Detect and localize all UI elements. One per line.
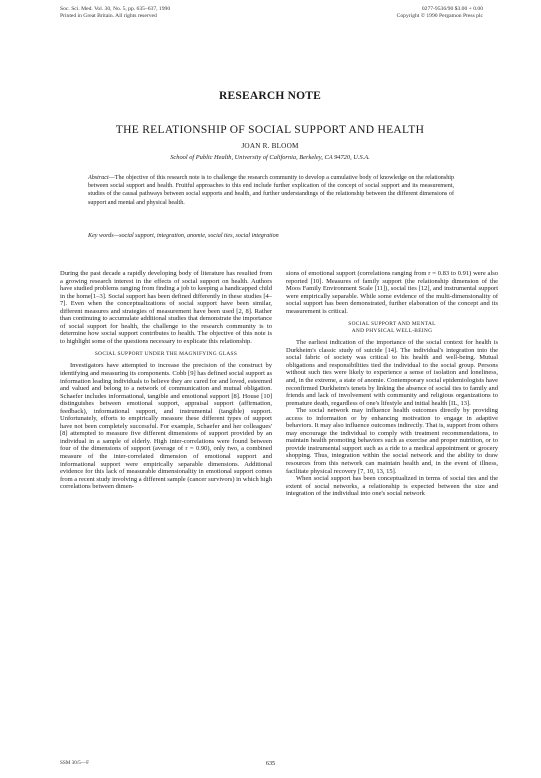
continued-paragraph: sions of emotional support (correlations ranging from r = 0.83 to 0.91) were also reported [10]. Measures of family support (the relationship dimension of the Moos Family Environment Scale [11]), social ties [12], and instrumental support were empirically separable. While some evidence of the multi-dimensionality of social support has been demonstrated, further elaboration of the concept and its measurement is critical. bbox=[286, 270, 498, 315]
journal-citation-header bbox=[60, 6, 170, 20]
section-heading-mental-physical bbox=[286, 321, 498, 335]
issn-price-line: 0277-9536/90 $3.00 + 0.00 bbox=[421, 6, 483, 12]
section-heading-line-1: SOCIAL SUPPORT AND MENTAL bbox=[348, 321, 436, 328]
body-paragraph: When social support has been conceptualized in terms of social ties and the extent of social networks, a relationship is expected between the size and integration of the individual into one's social network bbox=[286, 475, 498, 498]
abstract-label: Abstract bbox=[88, 175, 109, 181]
keywords bbox=[88, 232, 454, 240]
left-column bbox=[60, 270, 272, 491]
abstract-text: —The objective of this research note is to challenge the research community to develop a cumulative body of knowledge on the relationship between social support and health. Fruitful approaches to this end include further explication of the concept of social support and its measurement, studies of the causal pathways between social supports and health, and further understandings of the relationship between the different dimensions of support and mental and physical health. bbox=[88, 175, 454, 206]
article-type-heading: RESEARCH NOTE bbox=[219, 90, 321, 102]
section-heading-line-2: AND PHYSICAL WELL-BEING bbox=[351, 328, 433, 335]
body-paragraph: Investigators have attempted to increase the precision of the construct by identifying and measuring its components. Cobb [9] has defined social support as information leading individuals to believe they are cared for and loved, esteemed and valued and belong to a network of communication and mutual obligation. Schaefer includes informational, tangible and emotional support [8]. House [10] distinguishes between emotional support, appraisal support (affirmation, feedback), informational support, and instrumental (tangible) support. Unfortunately, efforts to empirically measure these different types of support have not been completely successful. For example, Schaefer and her colleagues' [8] attempted to measure five different dimensions of support provided by an individual in a sample of elderly. High inter-correlations were found between four of the dimensions of support (average of r = 0.90), only two, a combined measure of the inter-correlated dimension of emotional support and informational support were empirically separable dimensions. Additional evidence for this lack of measurable dimensionality in emotional support comes from a recent study involving a different sample (cancer survivors) in which high correlations between dimen- bbox=[60, 362, 272, 491]
right-column bbox=[286, 270, 498, 498]
section-heading-magnifying-glass: SOCIAL SUPPORT UNDER THE MAGNIFYING GLASS bbox=[94, 351, 238, 358]
keywords-label: Key words bbox=[88, 233, 114, 239]
author-affiliation: School of Public Health, University of California, Berkeley, CA 94720, U.S.A. bbox=[170, 154, 370, 161]
article-title: THE RELATIONSHIP OF SOCIAL SUPPORT AND HEALTH bbox=[115, 124, 425, 136]
intro-paragraph: During the past decade a rapidly developing body of literature has resulted from a growing research interest in the effects of social support on health. Authors have studied problems ranging from finding a job to keeping a handicapped child in the home[1–3]. Social support has been defined differently in these studies [4–7]. Even when the conceptualizations of social support have been similar, different measures and strategies of measurement have been used [2, 8]. Rather than continuing to accumulate additional studies that demonstrate the importance of social support for health, the challenge to the research community is to determine how social support contributes to health. The objective of this note is to highlight some of the questions necessary to explicate this relationship. bbox=[60, 270, 272, 345]
journal-citation-line-2: Printed in Great Britain. All rights reserved bbox=[60, 13, 157, 20]
author-name: JOAN R. BLOOM bbox=[241, 142, 299, 150]
body-paragraph: The social network may influence health outcomes directly by providing access to information or by enhancing motivation to engage in adaptive behaviors. It may also influence outcomes indirectly. That is, support from others may encourage the individual to comply with treatment recommendations, to maintain health promoting behaviors such as exercise and proper nutrition, or to provide instrumental support such as a ride to a medical appointment or grocery shopping. Thus, integration within the social network and the ability to draw resources from this network can maintain health and, in the event of illness, facilitate physical recovery [7, 10, 13, 15]. bbox=[286, 407, 498, 475]
copyright-header bbox=[397, 6, 483, 20]
body-paragraph: The earliest indication of the importance of the social context for health is Durkheim's classic study of suicide [14]. The individual's integration into the social fabric of society was critical to his health and well-being. Mutual obligations and responsibilities tied the individual to the social group. Persons without such ties were likely to experience a sense of isolation and loneliness, and, in the extreme, a state of anomie. Contemporary social epidemiologists have reconfirmed Durkheim's tenets by linking the absence of social ties to family and friends and lack of involvement with community and religious organizations to premature death, regardless of one's lifestyle and initial health [IL, 13]. bbox=[286, 339, 498, 407]
keywords-text: —social support, integration, anomie, social ties, social integration bbox=[113, 233, 279, 239]
copyright-line: Copyright © 1990 Pergamon Press plc bbox=[396, 13, 483, 20]
footer-code: SSM 30/5—F bbox=[60, 760, 89, 766]
journal-citation-line-1: Soc. Sci. Med. Vol. 30, No. 5, pp. 635–637, 1990 bbox=[60, 6, 171, 12]
abstract bbox=[88, 174, 454, 207]
page-number: 635 bbox=[265, 760, 276, 767]
